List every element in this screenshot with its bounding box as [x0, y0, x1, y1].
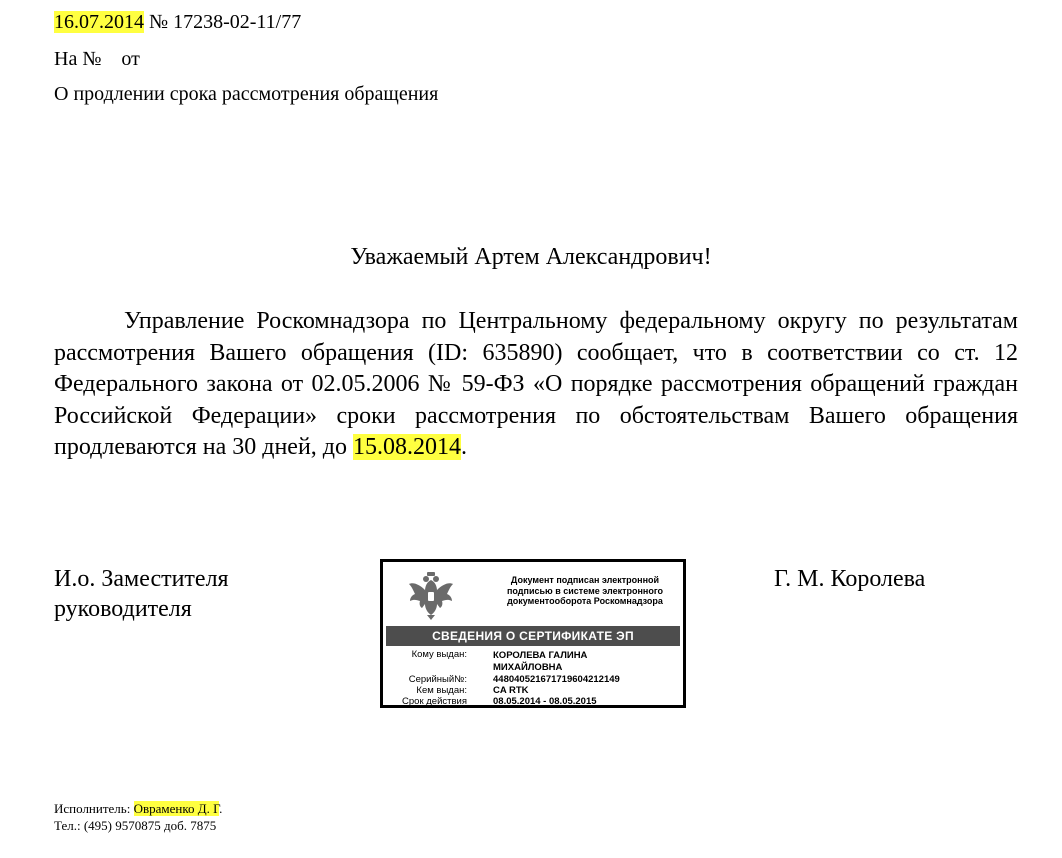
serial-value: 44804052167171960421214​9: [493, 674, 620, 685]
executor-line: [54, 801, 222, 816]
body-main-text: Управление Роскомнадзора по Центральному федеральному округу по результатам рассмотрения Вашего обращения (ID: 635890) сообщает, что в соответствии со ст. 12 Федерального закона от 02.05.2006 № 59-ФЗ «О порядке рассмотрения обращений граждан Российской Федерации» сроки рассмотрения по обстоятельствам Вашего обращения продлеваются на 30 дней, до: [54, 308, 1018, 460]
body-end-punct: .: [461, 434, 468, 460]
validity-value: 08.05.2014 - 08.05.2015: [493, 696, 597, 707]
document-subject: О продлении срока рассмотрения обращения: [54, 83, 439, 105]
greeting: Уважаемый Артем Александрович!: [350, 244, 712, 270]
document-date: 16.07.2014: [54, 11, 144, 33]
issuer-value: CA RTK: [493, 685, 529, 696]
stamp-title-line2: подписью в системе электронного: [506, 585, 663, 596]
validity-label: Срок действия: [402, 696, 467, 707]
body-paragraph: [54, 306, 1018, 464]
deadline-date: 15.08.2014: [353, 434, 462, 460]
signatory-name: Г. М. Королева: [774, 566, 926, 592]
executor-name: Овраменко Д. Г: [133, 801, 220, 816]
signatory-position-line1: И.о. Заместителя: [54, 566, 229, 592]
signatory-position-line2: руководителя: [54, 596, 192, 622]
reference-line: На № от: [54, 48, 140, 70]
issued-to-line1: КОРОЛЕВА ГАЛИНА: [493, 650, 588, 661]
stamp-title: [487, 575, 683, 607]
issued-to-label: Кому выдан:: [411, 649, 467, 660]
executor-label: Исполнитель:: [54, 801, 134, 816]
double-headed-eagle-icon: [407, 570, 455, 620]
certificate-info-bar: СВЕДЕНИЯ О СЕРТИФИКАТЕ ЭП: [386, 626, 680, 646]
executor-dot: .: [219, 801, 223, 816]
signatory-position: [54, 564, 229, 624]
electronic-signature-stamp: [380, 559, 686, 708]
stamp-title-line1: Документ подписан электронной: [510, 575, 660, 585]
issuer-label: Кем выдан:: [416, 685, 467, 696]
document-date-number: [54, 10, 301, 34]
serial-label: Серийный№:: [408, 674, 467, 685]
document-number: № 17238-02-11/77: [144, 11, 302, 33]
phone-line: Тел.: (495) 9570875 доб. 7875: [54, 818, 217, 833]
stamp-title-line3: документооборота Роскомнадзора: [507, 596, 663, 606]
issued-to-line2: МИХАЙЛОВНА: [493, 662, 563, 673]
